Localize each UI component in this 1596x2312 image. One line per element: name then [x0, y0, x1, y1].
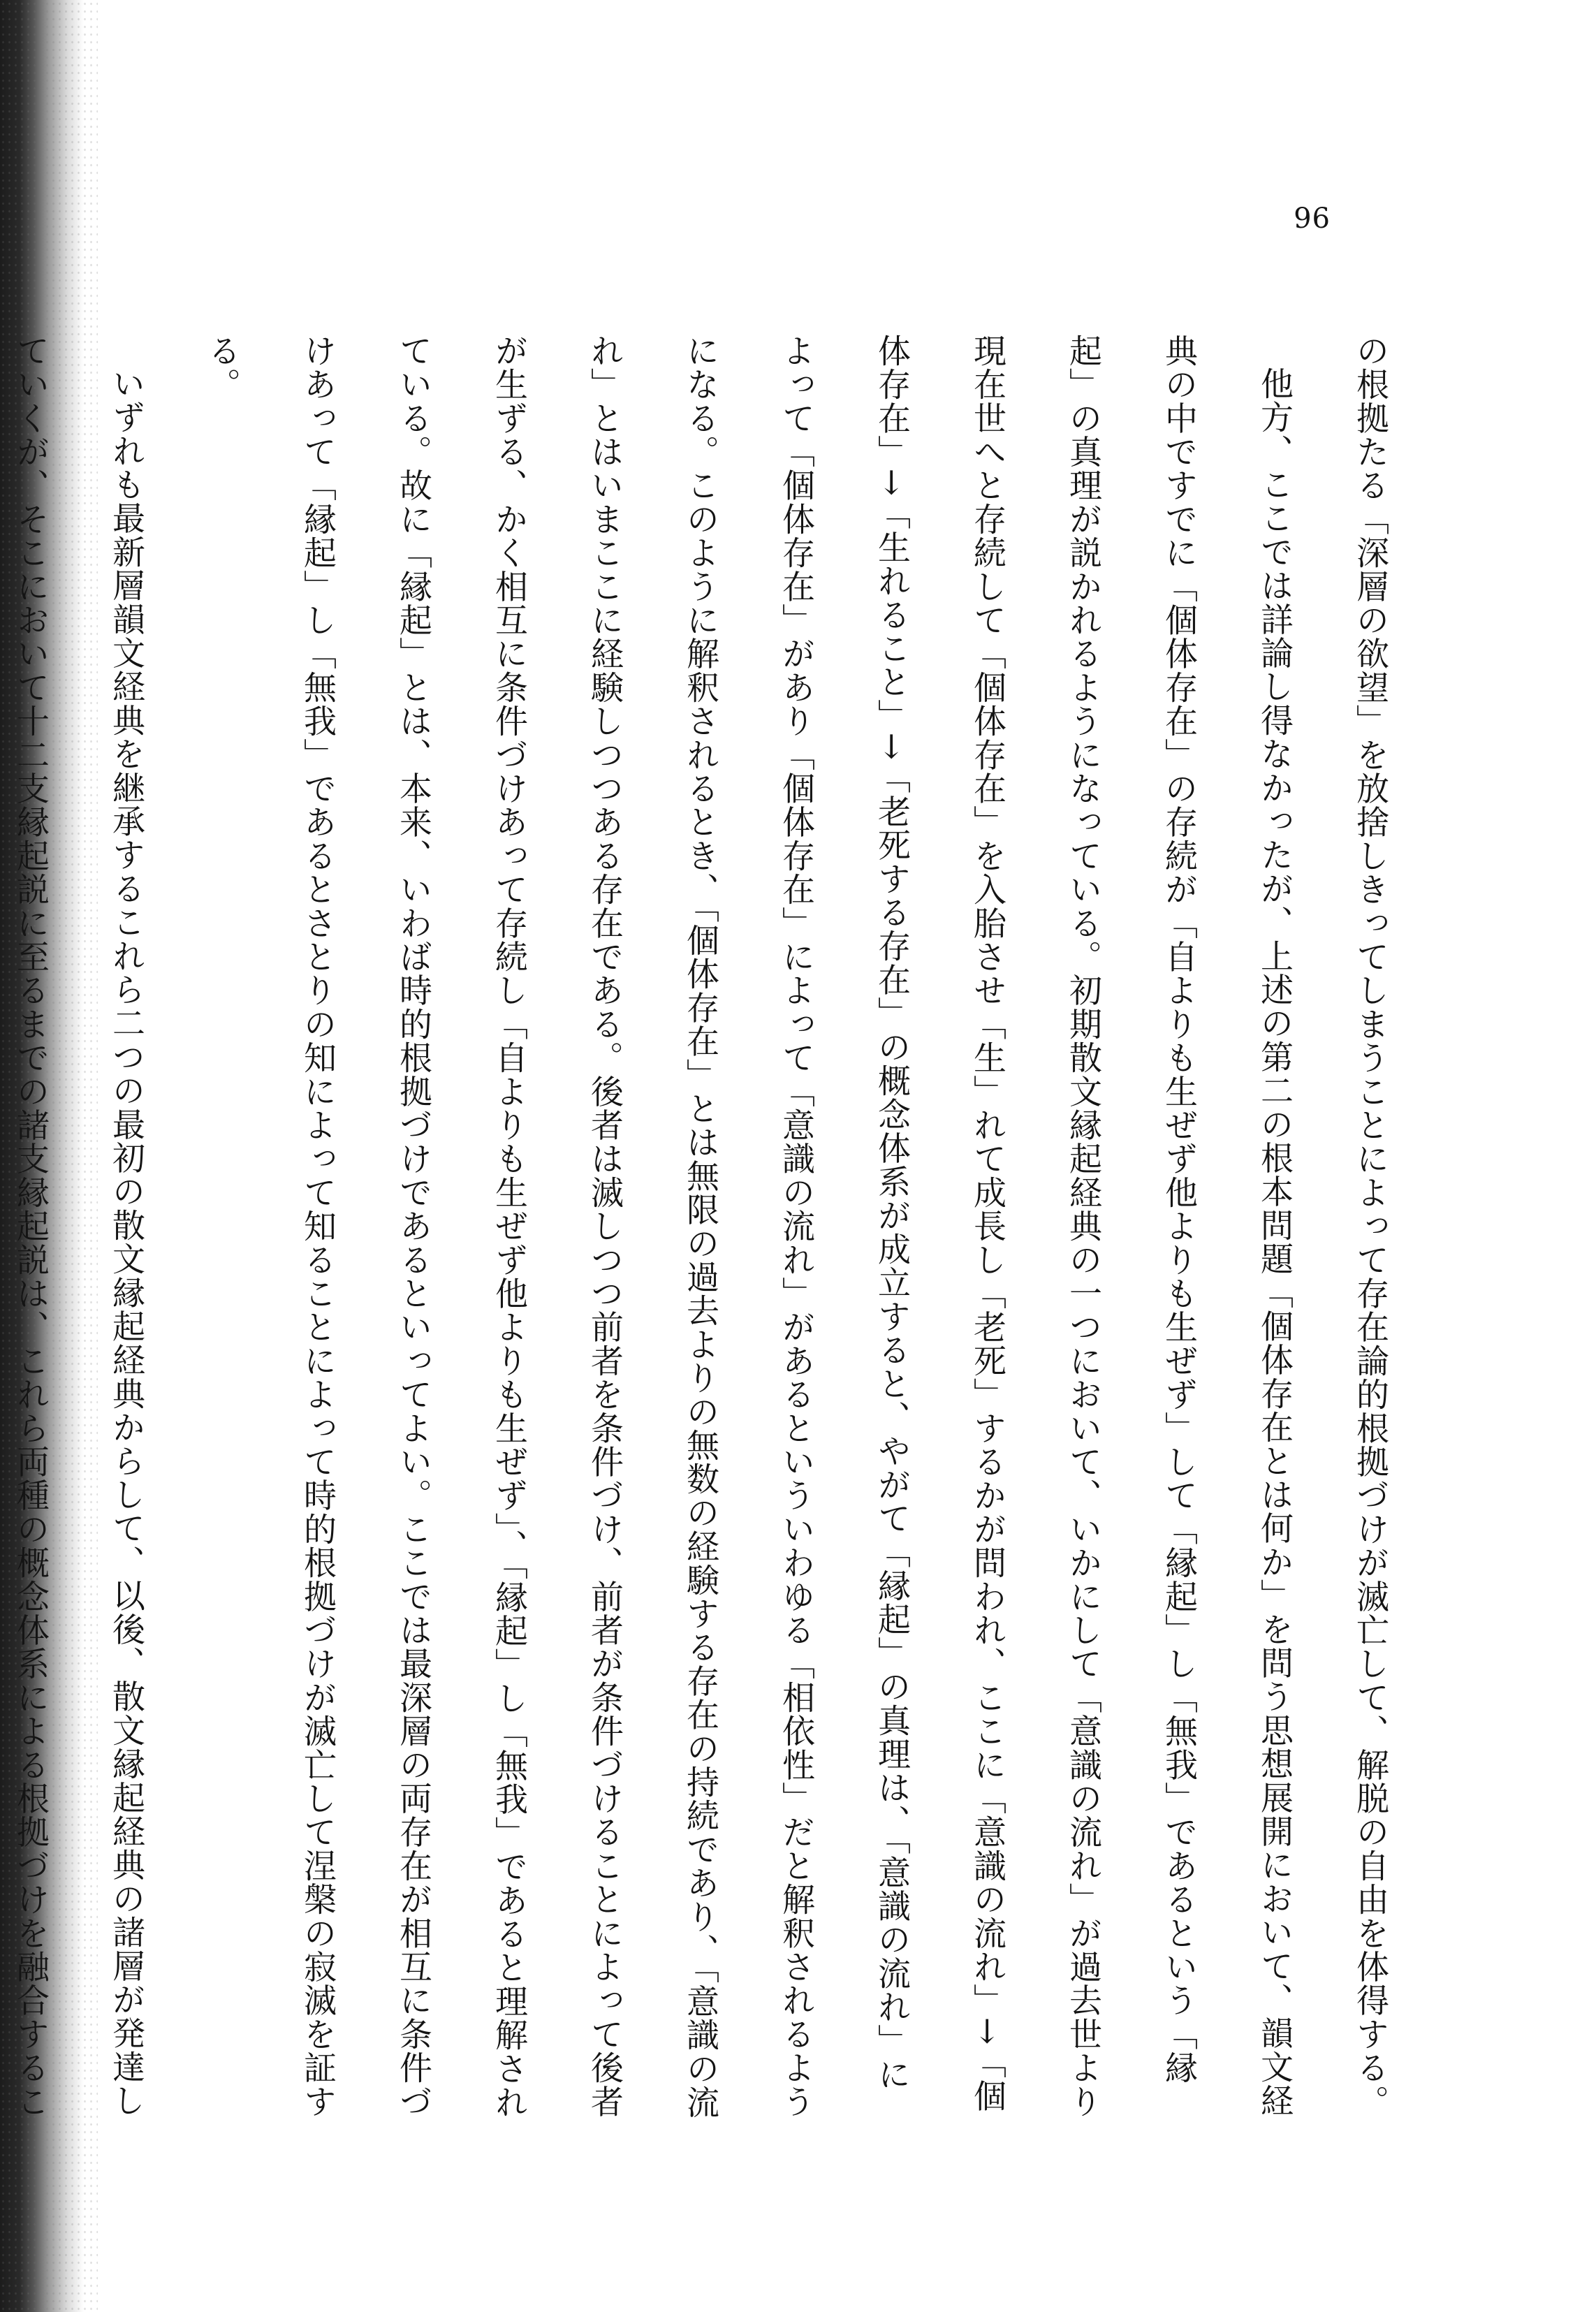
- paragraph-2: 他方、ここでは詳論し得なかったが、上述の第二の根本問題「個体存在とは何か」を問う思想展開において、韻文経典の中ですでに「個体存在」の存続が「自よりも生ぜず他よりも生ぜず」して「縁起」し「無我」であるという「縁起」の真理が説かれるようになっている。初期散文縁起経典の一つにおいて、いかにして「意識の流れ」が過去世より現在世へと存続して「個体存在」を入胎させ「生」れて成長し「老死」するかが問われ、ここに「意識の流れ」→「個体存在」→「生れること」→「老死する存在」の概念体系が成立すると、やがて「縁起」の真理は、「意識の流れ」によって「個体存在」があり「個体存在」によって「意識の流れ」があるといういわゆる「相依性」だと解釈されるようになる。このように解釈されるとき、「個体存在」とは無限の過去よりの無数の経験する存在の持続であり、「意識の流れ」とはいまここに経験しつつある存在である。後者は滅しつつ前者を条件づけ、前者が条件づけることによって後者が生ずる、かく相互に条件づけあって存続し「自よりも生ぜず他よりも生ぜず」、「縁起」し「無我」であると理解されている。故に「縁起」とは、本来、いわば時的根拠づけであるといってよい。ここでは最深層の両存在が相互に条件づけあって「縁起」し「無我」であるとさとりの知によって知ることによって時的根拠づけが滅亡して涅槃の寂滅を証する。: [203, 334, 1294, 2119]
- paragraph-1: の根拠たる「深層の欲望」を放捨しきってしまうことによって存在論的根拠づけが滅亡して、解脱の自由を体得する。: [1351, 334, 1389, 2119]
- page-number: 96: [1294, 203, 1331, 235]
- paragraph-3: いずれも最新層韻文経典を継承するこれら二つの最初の散文縁起経典からして、以後、散文縁起経典の諸層が発達していくが、そこにおいて十二支縁起説に至るまでの諸支縁起説は、これら両種の概念体系による根拠づけを融合するこ: [11, 334, 145, 2119]
- vertical-text-block: [11, 334, 1418, 2122]
